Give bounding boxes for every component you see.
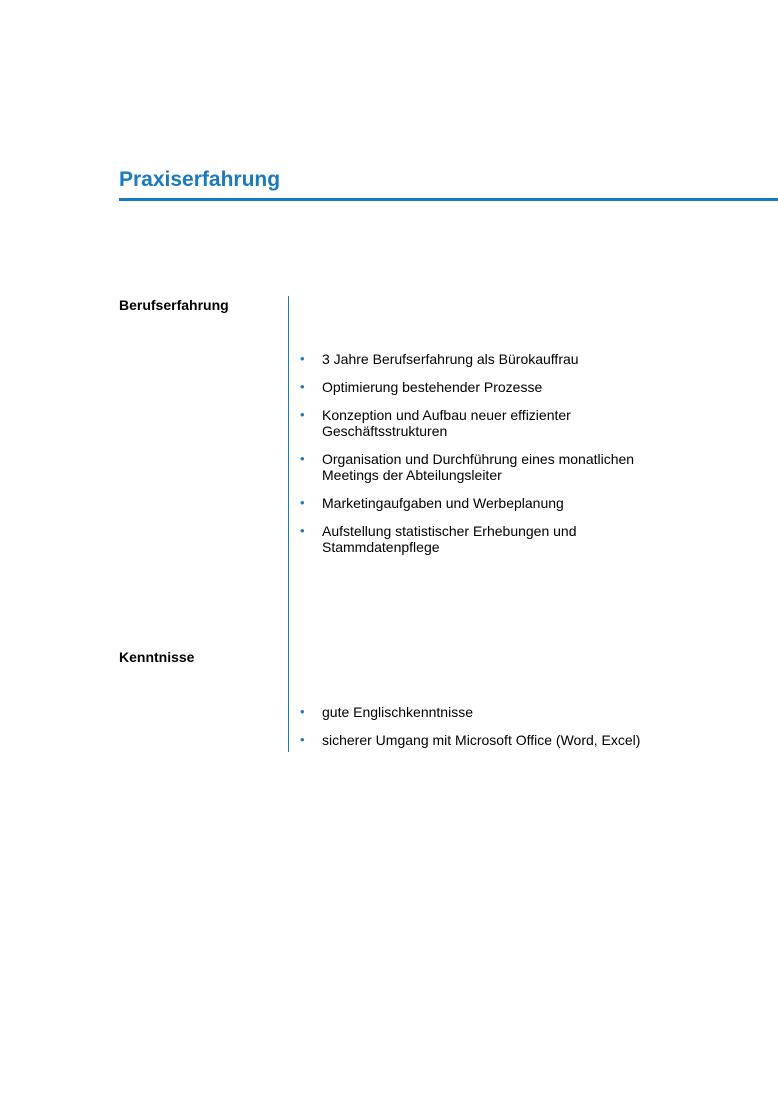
list-item [300, 523, 612, 555]
list-item-text: gute Englischkenntnisse [322, 704, 473, 720]
list-item [300, 704, 740, 720]
berufserfahrung-list [300, 351, 740, 555]
list-item-text: sicherer Umgang mit Microsoft Office (Word, Excel) [322, 732, 641, 748]
list-item-text: Organisation und Durchführung eines monatlichen Meetings der Abteilungsleiter [322, 451, 635, 483]
list-item [300, 351, 740, 367]
bullet-icon: • [300, 523, 305, 538]
list-item-text: Konzeption und Aufbau neuer effizienter Geschäftsstrukturen [322, 407, 571, 439]
bullet-icon: • [300, 704, 305, 719]
list-item-text: Aufstellung statistischer Erhebungen und Stammdatenpflege [322, 523, 577, 555]
list-item [300, 732, 740, 748]
bullet-icon: • [300, 351, 305, 366]
section-label-kenntnisse: Kenntnisse [119, 649, 195, 665]
page-title: Praxiserfahrung [119, 168, 281, 191]
list-item-text: 3 Jahre Berufserfahrung als Bürokauffrau [322, 351, 579, 367]
list-item-text: Optimierung bestehender Prozesse [322, 379, 543, 395]
bullet-icon: • [300, 451, 305, 466]
title-underline [119, 198, 778, 201]
bullet-icon: • [300, 407, 305, 422]
kenntnisse-list [300, 704, 740, 748]
list-item [300, 379, 740, 395]
bullet-icon: • [300, 732, 305, 747]
bullet-icon: • [300, 379, 305, 394]
list-item-text: Marketingaufgaben und Werbeplanung [322, 495, 564, 511]
list-item [300, 495, 740, 511]
list-item [300, 407, 612, 439]
bullet-icon: • [300, 495, 305, 510]
column-divider [288, 296, 289, 752]
list-item [300, 451, 682, 483]
section-label-berufserfahrung: Berufserfahrung [119, 297, 229, 313]
